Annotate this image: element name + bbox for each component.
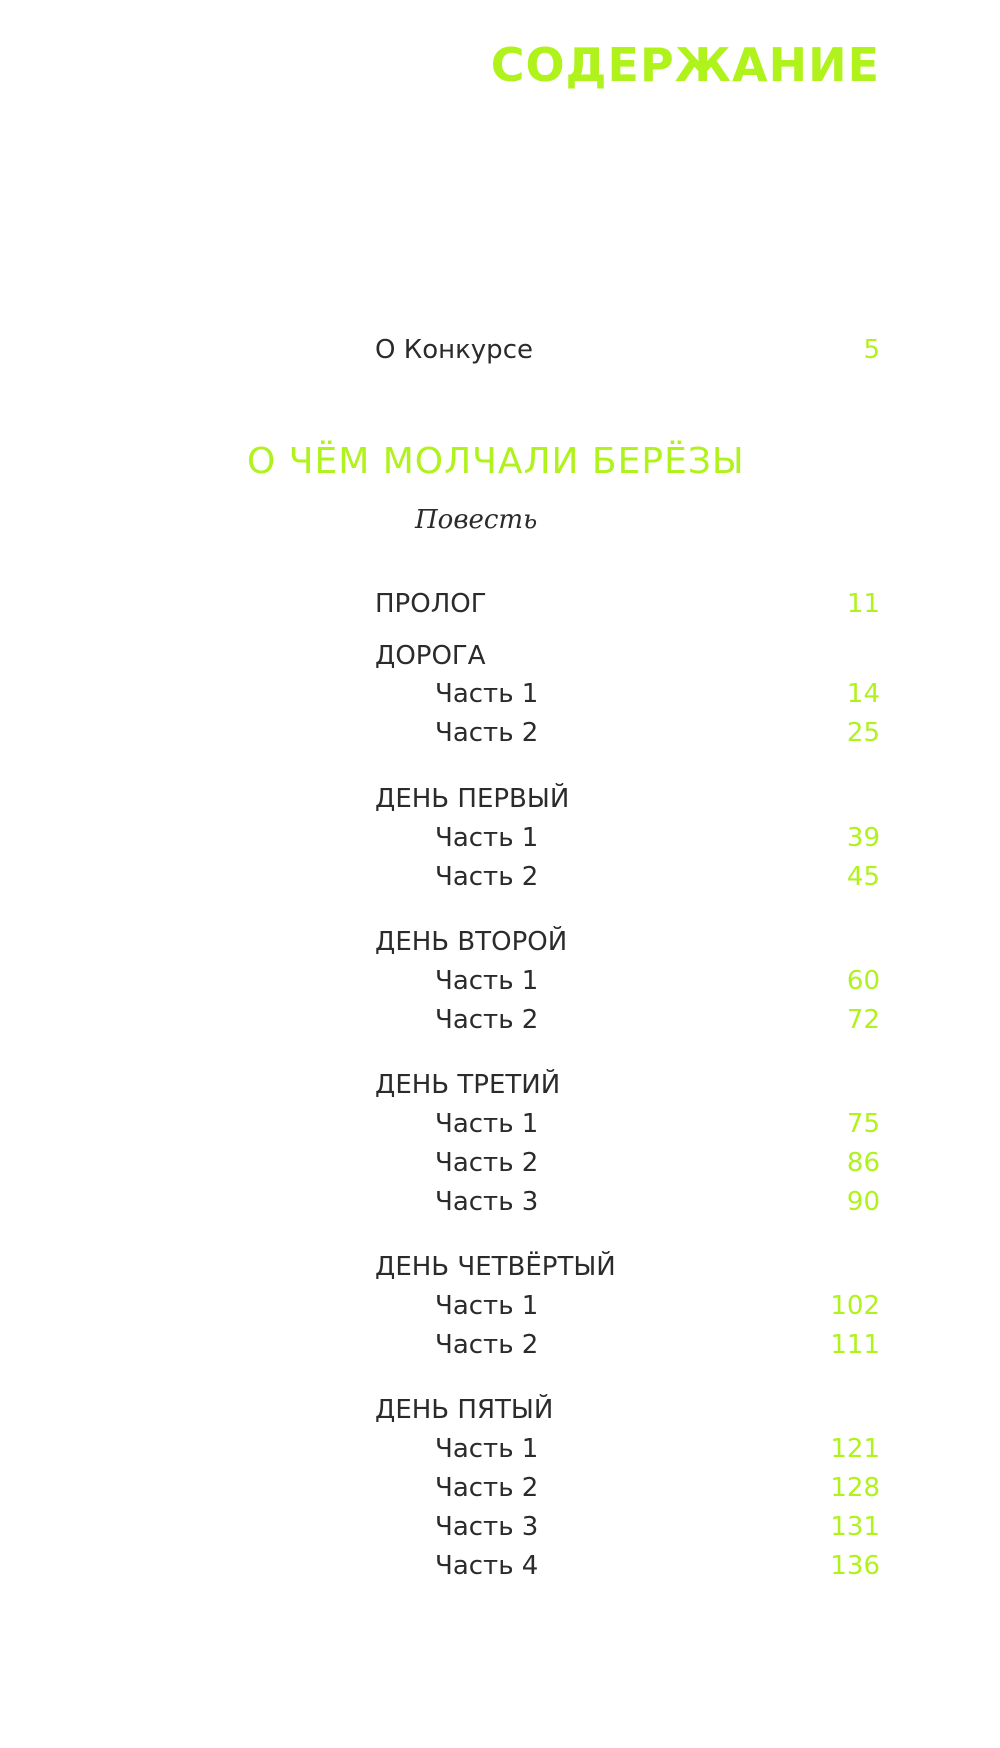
toc-chapter-doroga[interactable]	[0, 636, 1000, 676]
toc-entry-page: 14	[846, 679, 880, 709]
toc-entry[interactable]	[0, 1286, 1000, 1326]
toc-entry[interactable]	[0, 713, 1000, 753]
toc-entry[interactable]	[0, 961, 1000, 1001]
toc-entry[interactable]	[0, 1104, 1000, 1144]
toc-entry-page: 121	[830, 1434, 880, 1464]
toc-entry-label: Часть 3	[435, 1512, 539, 1542]
toc-chapter-label: ДЕНЬ ПЯТЫЙ	[375, 1395, 554, 1425]
toc-entry-label: Часть 1	[435, 679, 539, 709]
toc-entry[interactable]	[0, 674, 1000, 714]
toc-entry-page: 60	[846, 966, 880, 996]
toc-entry-page: 25	[846, 718, 880, 748]
toc-entry[interactable]	[0, 1182, 1000, 1222]
page-title: СОДЕРЖАНИЕ	[490, 38, 880, 92]
toc-entry-page: 131	[830, 1512, 880, 1542]
toc-entry-label: Часть 1	[435, 1109, 539, 1139]
toc-entry-label: Часть 1	[435, 1291, 539, 1321]
toc-entry-page: 136	[830, 1551, 880, 1581]
toc-entry-label: Часть 1	[435, 966, 539, 996]
toc-entry-label: Часть 2	[435, 1473, 539, 1503]
toc-entry[interactable]	[0, 1325, 1000, 1365]
section-title: О ЧЁМ МОЛЧАЛИ БЕРЁЗЫ	[247, 441, 745, 482]
toc-entry-label: Часть 1	[435, 1434, 539, 1464]
toc-entry[interactable]	[0, 818, 1000, 858]
toc-chapter-label: ДЕНЬ ЧЕТВЁРТЫЙ	[375, 1252, 616, 1282]
toc-entry-page: 128	[830, 1473, 880, 1503]
toc-entry-page: 72	[846, 1005, 880, 1035]
toc-entry-label: Часть 2	[435, 1005, 539, 1035]
toc-entry-prologue[interactable]	[0, 584, 1000, 624]
toc-chapter-label: ДЕНЬ ВТОРОЙ	[375, 927, 568, 957]
toc-entry-page: 86	[846, 1148, 880, 1178]
toc-entry-page: 5	[863, 335, 880, 365]
toc-entry[interactable]	[0, 1507, 1000, 1547]
toc-chapter-day-4[interactable]	[0, 1247, 1000, 1287]
toc-entry-intro[interactable]	[0, 330, 1000, 370]
toc-entry-label: Часть 2	[435, 1330, 539, 1360]
toc-chapter-label: ДЕНЬ ТРЕТИЙ	[375, 1070, 561, 1100]
toc-entry-page: 102	[830, 1291, 880, 1321]
toc-chapter-label: ДОРОГА	[375, 641, 486, 671]
toc-entry-label: Часть 2	[435, 718, 539, 748]
toc-entry-label: Часть 2	[435, 1148, 539, 1178]
toc-chapter-day-2[interactable]	[0, 922, 1000, 962]
toc-chapter-day-3[interactable]	[0, 1065, 1000, 1105]
toc-entry-label: Часть 2	[435, 862, 539, 892]
toc-chapter-day-1[interactable]	[0, 779, 1000, 819]
toc-entry-page: 39	[846, 823, 880, 853]
toc-entry-label: ПРОЛОГ	[375, 589, 487, 619]
toc-entry-page: 111	[830, 1330, 880, 1360]
toc-chapter-label: ДЕНЬ ПЕРВЫЙ	[375, 784, 570, 814]
toc-entry-page: 11	[846, 589, 880, 619]
toc-entry-label: Часть 4	[435, 1551, 539, 1581]
toc-entry-page: 45	[846, 862, 880, 892]
toc-entry-label: О Конкурсе	[375, 335, 533, 365]
toc-entry-page: 90	[846, 1187, 880, 1217]
toc-entry-page: 75	[846, 1109, 880, 1139]
toc-entry[interactable]	[0, 1143, 1000, 1183]
toc-entry-label: Часть 1	[435, 823, 539, 853]
toc-entry[interactable]	[0, 1468, 1000, 1508]
toc-chapter-day-5[interactable]	[0, 1390, 1000, 1430]
toc-entry[interactable]	[0, 1000, 1000, 1040]
toc-entry[interactable]	[0, 1546, 1000, 1586]
toc-entry-label: Часть 3	[435, 1187, 539, 1217]
section-subtitle: Повесть	[415, 505, 538, 535]
toc-entry[interactable]	[0, 857, 1000, 897]
toc-entry[interactable]	[0, 1429, 1000, 1469]
